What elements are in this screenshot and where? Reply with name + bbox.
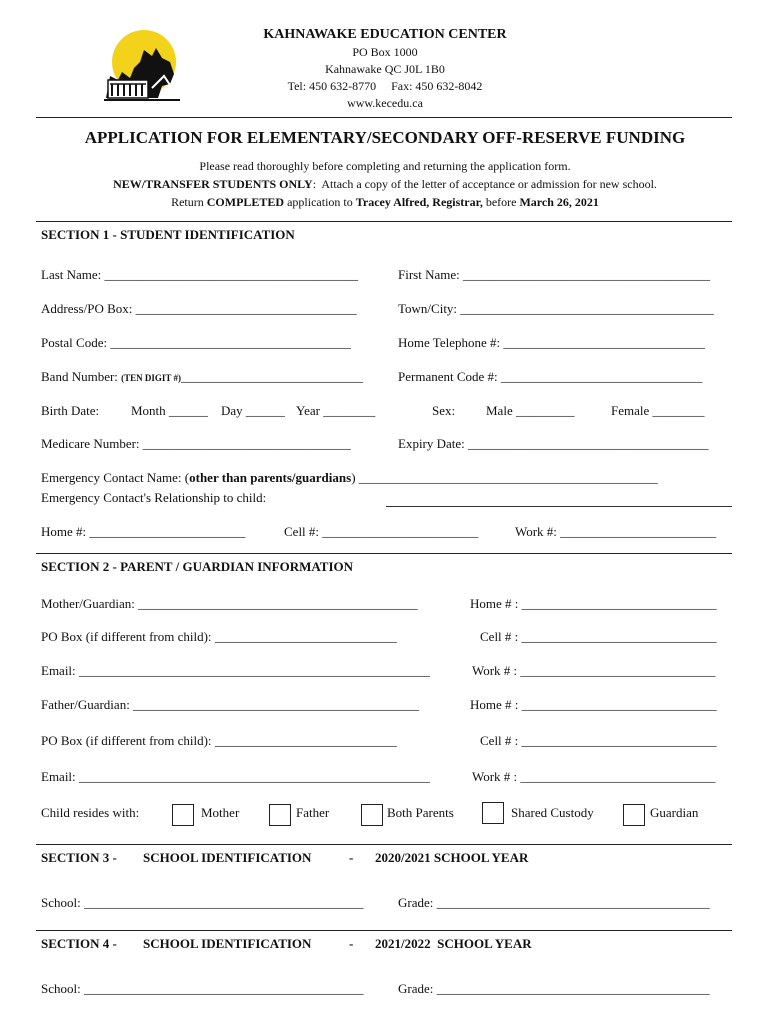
permanent-code-field[interactable]: Permanent Code #: _______________________________ xyxy=(398,369,703,384)
section4-title: SCHOOL IDENTIFICATION xyxy=(143,936,312,951)
grade-2021-field[interactable]: Grade: __________________________________________ xyxy=(398,981,710,996)
emergency-contact-field[interactable] xyxy=(41,470,658,486)
grade-2020-field[interactable]: Grade: __________________________________________ xyxy=(398,895,710,910)
first-name-field[interactable]: First Name: ______________________________________ xyxy=(398,267,710,282)
section4-dash: - xyxy=(349,936,354,951)
section3-year: 2020/2021 SCHOOL YEAR xyxy=(375,850,529,865)
emergency-home-field[interactable]: Home #: ________________________ xyxy=(41,524,246,539)
address-field[interactable]: Address/PO Box: __________________________________ xyxy=(41,301,357,316)
emergency-contact-line: ) ______________________________________________ xyxy=(351,470,658,485)
section4-divider xyxy=(36,930,732,931)
birth-day-field[interactable]: Day ______ xyxy=(221,403,285,418)
male-field[interactable]: Male _________ xyxy=(486,403,575,418)
school-2021-field[interactable]: School: ___________________________________________ xyxy=(41,981,364,996)
instruction-line-1: Please read thoroughly before completing and returning the application form. xyxy=(199,159,571,173)
child-resides-label: Child resides with: xyxy=(41,805,140,820)
section1-heading: SECTION 1 - STUDENT IDENTIFICATION xyxy=(41,227,295,242)
mother-po-box-field[interactable]: PO Box (if different from child): ____________________________ xyxy=(41,629,397,644)
application-to-text: application to xyxy=(284,195,356,209)
header-divider xyxy=(36,117,732,118)
section3-divider xyxy=(36,844,732,845)
expiry-date-field[interactable]: Expiry Date: _____________________________________ xyxy=(398,436,709,451)
band-number-field[interactable] xyxy=(41,369,363,385)
father-checkbox[interactable] xyxy=(269,804,291,826)
section4-year: 2021/2022 SCHOOL YEAR xyxy=(375,936,532,951)
org-name: KAHNAWAKE EDUCATION CENTER xyxy=(263,27,507,42)
father-po-box-field[interactable]: PO Box (if different from child): ____________________________ xyxy=(41,733,397,748)
section3-title: SCHOOL IDENTIFICATION xyxy=(143,850,312,865)
emergency-contact-note: other than parents/guardians xyxy=(189,470,352,485)
mother-guardian-field[interactable]: Mother/Guardian: ___________________________________________ xyxy=(41,596,418,611)
emergency-work-field[interactable]: Work #: ________________________ xyxy=(515,524,717,539)
emergency-contact-label: Emergency Contact Name: ( xyxy=(41,470,190,485)
father-option-label: Father xyxy=(296,805,330,820)
father-email-field[interactable]: Email: ______________________________________________________ xyxy=(41,769,430,784)
return-text: Return xyxy=(171,195,207,209)
last-name-field[interactable]: Last Name: _______________________________________ xyxy=(41,267,359,282)
new-transfer-note: NEW/TRANSFER STUDENTS ONLY xyxy=(113,177,313,191)
band-number-label: Band Number: xyxy=(41,369,122,384)
mother-option-label: Mother xyxy=(201,805,240,820)
mother-checkbox[interactable] xyxy=(172,804,194,826)
both-parents-checkbox[interactable] xyxy=(361,804,383,826)
emergency-cell-field[interactable]: Cell #: ________________________ xyxy=(284,524,479,539)
section3-dash: - xyxy=(349,850,354,865)
town-field[interactable]: Town/City: _______________________________________ xyxy=(398,301,714,316)
org-address-1: PO Box 1000 xyxy=(352,45,418,59)
medicare-number-field[interactable]: Medicare Number: ________________________________ xyxy=(41,436,351,451)
section3-label: SECTION 3 - xyxy=(41,850,117,865)
birth-month-field[interactable]: Month ______ xyxy=(131,403,208,418)
section2-heading: SECTION 2 - PARENT / GUARDIAN INFORMATION xyxy=(41,559,354,574)
instructions xyxy=(0,157,770,211)
guardian-checkbox[interactable] xyxy=(623,804,645,826)
postal-code-field[interactable]: Postal Code: _____________________________________ xyxy=(41,335,351,350)
section4-label: SECTION 4 - xyxy=(41,936,117,951)
section1-divider xyxy=(36,221,732,222)
school-2020-field[interactable]: School: ___________________________________________ xyxy=(41,895,364,910)
completed-text: COMPLETED xyxy=(206,195,285,209)
registrar-name: Tracey Alfred, Registrar, xyxy=(355,195,483,209)
instruction-line-3 xyxy=(0,193,770,211)
shared-custody-checkbox[interactable] xyxy=(482,802,504,824)
both-parents-option-label: Both Parents xyxy=(387,805,454,820)
band-number-line: ____________________________ xyxy=(181,369,364,384)
emergency-relationship-label: Emergency Contact's Relationship to child: xyxy=(41,490,267,505)
guardian-option-label: Guardian xyxy=(650,805,699,820)
band-number-hint: (TEN DIGIT #) xyxy=(121,373,182,383)
emergency-relationship-line[interactable] xyxy=(386,506,732,507)
father-cell-field[interactable]: Cell # : ______________________________ xyxy=(480,733,717,748)
home-telephone-field[interactable]: Home Telephone #: _______________________________ xyxy=(398,335,705,350)
section2-divider xyxy=(36,553,732,554)
sex-label: Sex: xyxy=(432,403,456,418)
before-text: before xyxy=(482,195,520,209)
female-field[interactable]: Female ________ xyxy=(611,403,705,418)
new-transfer-text: : Attach a copy of the letter of acceptance or admission for new school. xyxy=(312,177,657,191)
father-home-field[interactable]: Home # : ______________________________ xyxy=(470,697,717,712)
page-title: APPLICATION FOR ELEMENTARY/SECONDARY OFF-RESERVE FUNDING xyxy=(84,128,686,147)
mother-home-field[interactable]: Home # : ______________________________ xyxy=(470,596,717,611)
deadline-date: March 26, 2021 xyxy=(519,195,599,209)
org-address-2: Kahnawake QC J0L 1B0 xyxy=(325,62,445,76)
mother-work-field[interactable]: Work # : ______________________________ xyxy=(472,663,716,678)
shared-custody-option-label: Shared Custody xyxy=(511,805,594,820)
father-work-field[interactable]: Work # : ______________________________ xyxy=(472,769,716,784)
father-guardian-field[interactable]: Father/Guardian: ____________________________________________ xyxy=(41,697,420,712)
instruction-line-2 xyxy=(0,175,770,193)
birth-year-field[interactable]: Year ________ xyxy=(296,403,376,418)
mother-cell-field[interactable]: Cell # : ______________________________ xyxy=(480,629,717,644)
org-website: www.kecedu.ca xyxy=(347,96,423,110)
org-phone: Tel: 450 632-8770 Fax: 450 632-8042 xyxy=(287,79,483,93)
mother-email-field[interactable]: Email: ______________________________________________________ xyxy=(41,663,430,678)
birth-date-label: Birth Date: xyxy=(41,403,100,418)
